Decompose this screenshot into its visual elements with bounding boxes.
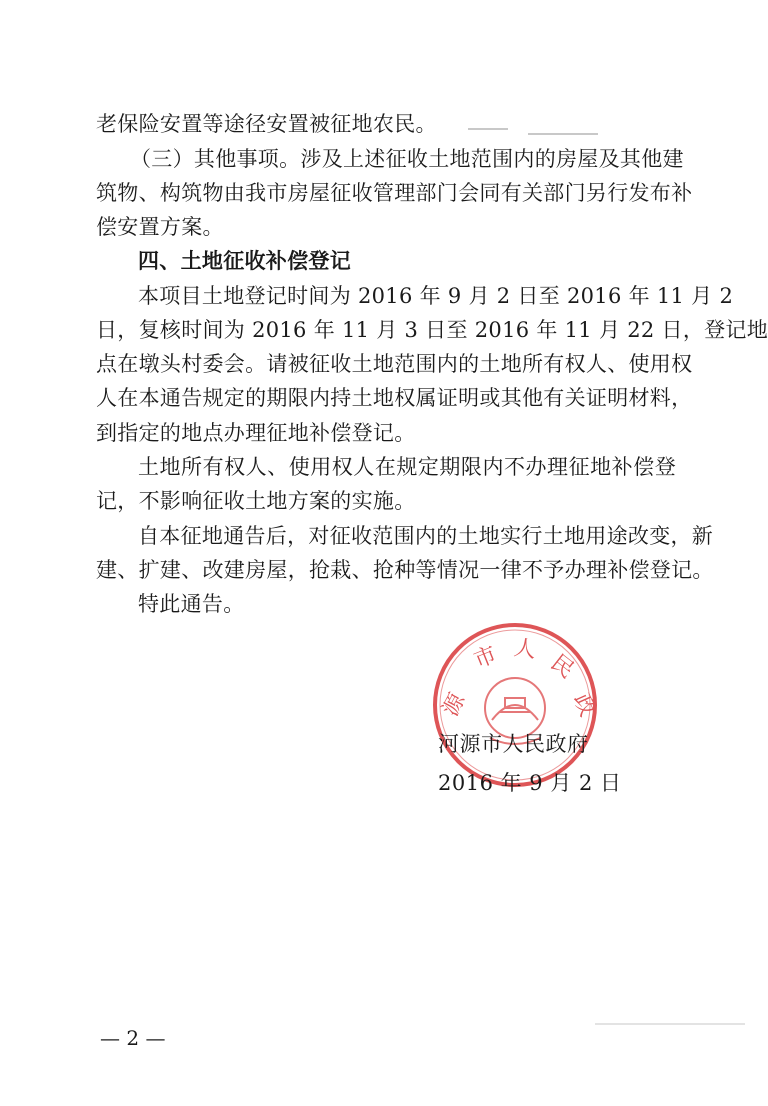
svg-text:源: 源: [438, 689, 471, 721]
body-line: 人在本通告规定的期限内持土地权属证明或其他有关证明材料，: [96, 386, 693, 410]
body-line: 本项目土地登记时间为 2016 年 9 月 2 日至 2016 年 11 月 2: [138, 284, 734, 308]
body-line: 老保险安置等途径安置被征地农民。: [96, 112, 437, 136]
section-heading: 四、土地征收补偿登记: [138, 249, 351, 273]
body-line: 到指定的地点办理征地补偿登记。: [96, 421, 416, 445]
svg-text:民: 民: [545, 650, 579, 684]
body-line: 筑物、构筑物由我市房屋征收管理部门会同有关部门另行发布补: [96, 181, 693, 205]
official-seal-icon: [430, 620, 600, 790]
body-line: 自本征地通告后，对征收范围内的土地实行土地用途改变，新: [138, 524, 714, 548]
body-line: 记，不影响征收土地方案的实施。: [96, 489, 416, 513]
section-three-line: （三）其他事项。涉及上述征收土地范围内的房屋及其他建: [130, 147, 684, 171]
body-line: 日，复核时间为 2016 年 11 月 3 日至 2016 年 11 月 22 日，登记地: [96, 318, 768, 342]
body-line: 偿安置方案。: [96, 215, 224, 239]
page-number: — 2 —: [100, 1026, 166, 1050]
body-line: 土地所有权人、使用权人在规定期限内不办理征地补偿登: [138, 455, 676, 479]
closing-line: 特此通告。: [138, 592, 245, 616]
issuer-name: 河源市人民政府: [438, 732, 589, 756]
svg-text:政: 政: [568, 690, 600, 721]
issue-date: 2016 年 9 月 2 日: [438, 771, 622, 795]
body-line: 点在墩头村委会。请被征收土地范围内的土地所有权人、使用权: [96, 352, 693, 376]
scan-artifact: [595, 1023, 745, 1025]
body-line: 建、扩建、改建房屋，抢栽、抢种等情况一律不予办理补偿登记。: [96, 558, 714, 582]
svg-text:人: 人: [512, 635, 538, 664]
svg-text:市: 市: [470, 642, 501, 674]
